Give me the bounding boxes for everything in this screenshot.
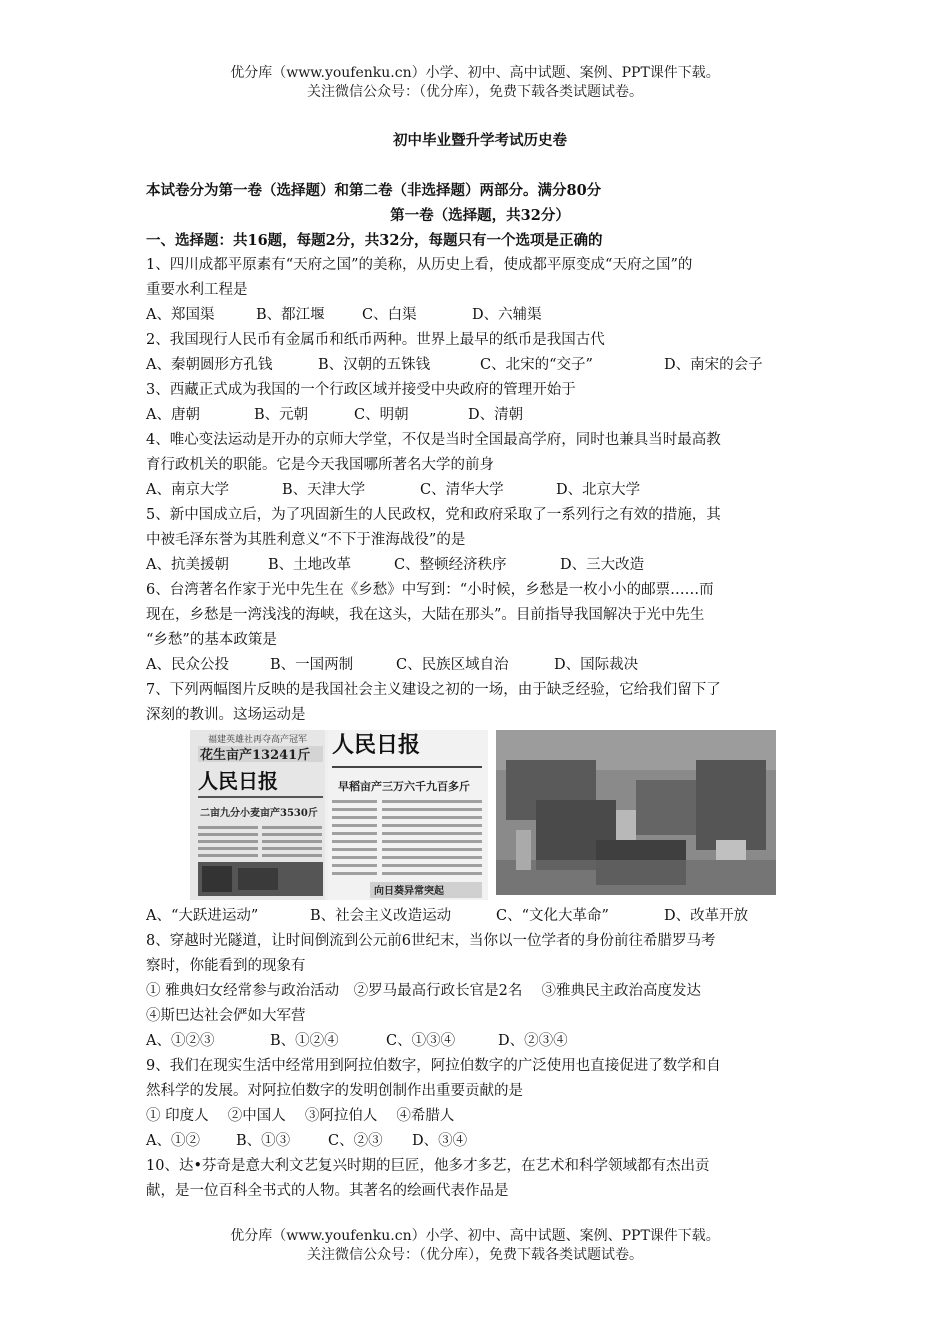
question-8 xyxy=(146,929,814,1054)
question-stem-line: 深刻的教训。这场运动是 xyxy=(146,707,306,723)
section1-title: 一、选择题：共16题，每题2分，共32分，每题只有一个选项是正确的 xyxy=(146,232,603,249)
option-a: A、民众公投 xyxy=(146,657,229,673)
option-c: C、“文化大革命” xyxy=(496,908,609,924)
question-10 xyxy=(146,1154,814,1204)
subhead-2: 早稻亩产三万六千九百多斤 xyxy=(338,780,470,793)
option-b: B、都江堰 xyxy=(256,307,325,323)
question-options xyxy=(146,403,814,428)
question-options xyxy=(146,553,814,578)
option-d: D、②③④ xyxy=(498,1033,568,1049)
page-header xyxy=(0,64,950,102)
question-stem-line: 8、穿越时光隧道，让时间倒流到公元前6世纪末，当你以一位学者的身份前往希腊罗马考 xyxy=(146,933,716,949)
question-stem-line: 1、四川成都平原素有“天府之国”的美称，从历史上看，使成都平原变成“天府之国”的 xyxy=(146,257,693,273)
question-stem-line: 9、我们在现实生活中经常用到阿拉伯数字，阿拉伯数字的广泛使用也直接促进了数学和自 xyxy=(146,1058,721,1074)
option-c: C、①③④ xyxy=(386,1033,456,1049)
option-d: D、清朝 xyxy=(468,407,524,423)
question-options xyxy=(146,478,814,503)
question-stem-line: 中被毛泽东誉为其胜利意义“不下于淮海战役”的是 xyxy=(146,532,466,548)
question-stem-line: 10、达•芬奇是意大利文艺复兴时期的巨匠，他多才多艺，在艺术和科学领域都有杰出贡 xyxy=(146,1158,710,1174)
masthead-right: 人民日报 xyxy=(332,732,421,758)
option-c: C、白渠 xyxy=(362,307,417,323)
question-stem-line: ① 雅典妇女经常参与政治活动 ②罗马最高行政长官是2名 ③雅典民主政治高度发达 xyxy=(146,983,701,999)
headline-2: 二亩九分小麦亩产3530斤 xyxy=(200,808,318,819)
question-options xyxy=(146,353,814,378)
option-c: C、②③ xyxy=(328,1133,383,1149)
question-stem-line: 5、新中国成立后，为了巩固新生的人民政权，党和政府采取了一系列行之有效的措施，其 xyxy=(146,507,721,523)
page-footer xyxy=(0,1227,950,1265)
option-c: C、整顿经济秩序 xyxy=(394,557,507,573)
question-7 xyxy=(146,678,814,929)
question-4 xyxy=(146,428,814,503)
question-6 xyxy=(146,578,814,678)
question-stem-line: 察时，你能看到的现象有 xyxy=(146,958,306,974)
footer-line-2: 关注微信公众号：（优分库），免费下载各类试题试卷。 xyxy=(307,1247,643,1263)
question-stem-line: 然科学的发展。对阿拉伯数字的发明创制作出重要贡献的是 xyxy=(146,1083,523,1099)
option-d: D、北京大学 xyxy=(556,482,641,498)
option-c: C、清华大学 xyxy=(420,482,504,498)
option-b: B、社会主义改造运动 xyxy=(310,908,452,924)
question-2 xyxy=(146,328,814,378)
option-a: A、“大跃进运动” xyxy=(146,908,259,924)
option-d: D、南宋的会子 xyxy=(664,357,763,373)
headline-1: 花生亩产13241斤 xyxy=(200,748,311,763)
question-stem-line: ① 印度人 ②中国人 ③阿拉伯人 ④希腊人 xyxy=(146,1108,455,1124)
option-b: B、一国两制 xyxy=(270,657,354,673)
question-5 xyxy=(146,503,814,578)
option-b: B、汉朝的五铢钱 xyxy=(318,357,431,373)
question-options xyxy=(146,303,814,328)
option-c: C、明朝 xyxy=(354,407,409,423)
option-d: D、六辅渠 xyxy=(472,307,542,323)
question-options xyxy=(146,1029,814,1054)
option-b: B、①③ xyxy=(236,1133,291,1149)
masthead-left: 人民日报 xyxy=(198,769,278,793)
question-9 xyxy=(146,1054,814,1154)
option-c: C、北宋的“交子” xyxy=(480,357,593,373)
exam-body xyxy=(146,128,814,1204)
question-stem-line: 4、唯心变法运动是开办的京师大学堂，不仅是当时全国最高学府，同时也兼具当时最高教 xyxy=(146,432,721,448)
subhead-1: 福建英雄社再夺高产冠军 xyxy=(208,735,308,745)
exam-intro: 本试卷分为第一卷（选择题）和第二卷（非选择题）两部分。满分80分 xyxy=(146,182,602,199)
question-stem-line: ④斯巴达社会俨如大军营 xyxy=(146,1008,306,1024)
question-stem-line: 育行政机关的职能。它是今天我国哪所著名大学的前身 xyxy=(146,457,494,473)
header-line-2: 关注微信公众号：（优分库），免费下载各类试题试卷。 xyxy=(307,84,643,100)
option-b: B、元朝 xyxy=(254,407,309,423)
option-b: B、土地改革 xyxy=(268,557,352,573)
option-a: A、抗美援朝 xyxy=(146,557,229,573)
option-a: A、郑国渠 xyxy=(146,307,215,323)
footer-line-1: 优分库（www.youfenku.cn）小学、初中、高中试题、案例、PPT课件下载。 xyxy=(230,1228,720,1244)
option-c: C、民族区域自治 xyxy=(396,657,509,673)
question-3 xyxy=(146,378,814,428)
option-d: D、改革开放 xyxy=(664,908,749,924)
exam-title: 初中毕业暨升学考试历史卷 xyxy=(393,132,567,149)
option-a: A、秦朝圆形方孔钱 xyxy=(146,357,273,373)
option-d: D、③④ xyxy=(412,1133,468,1149)
question-7-figures xyxy=(190,730,814,900)
option-a: A、南京大学 xyxy=(146,482,229,498)
question-stem-line: 3、西藏正式成为我国的一个行政区域并接受中央政府的管理开始于 xyxy=(146,382,576,398)
option-a: A、①②③ xyxy=(146,1033,215,1049)
question-stem-line: 献，是一位百科全书式的人物。其著名的绘画代表作品是 xyxy=(146,1183,509,1199)
header-line-1: 优分库（www.youfenku.cn）小学、初中、高中试题、案例、PPT课件下载。 xyxy=(230,65,720,81)
question-stem-line: 2、我国现行人民币有金属币和纸币两种。世界上最早的纸币是我国古代 xyxy=(146,332,605,348)
bottom-headline: 向日葵异常突起 xyxy=(374,886,444,897)
option-a: A、①② xyxy=(146,1133,200,1149)
question-options xyxy=(146,1129,814,1154)
newspaper-clipping-image xyxy=(190,730,488,900)
option-a: A、唐朝 xyxy=(146,407,200,423)
option-b: B、天津大学 xyxy=(282,482,366,498)
question-options xyxy=(146,904,814,929)
question-stem-line: “乡愁”的基本政策是 xyxy=(146,632,277,648)
question-stem-line: 现在，乡愁是一湾浅浅的海峡，我在这头，大陆在那头”。目前指导我国解决于光中先生 xyxy=(146,607,705,623)
option-d: D、三大改造 xyxy=(560,557,645,573)
question-stem-line: 7、下列两幅图片反映的是我国社会主义建设之初的一场，由于缺乏经验，它给我们留下了 xyxy=(146,682,721,698)
question-1 xyxy=(146,253,814,328)
question-stem-line: 6、台湾著名作家于光中先生在《乡愁》中写到：“小时候，乡愁是一枚小小的邮票……而 xyxy=(146,582,714,598)
option-d: D、国际裁决 xyxy=(554,657,639,673)
part1-title: 第一卷（选择题，共32分） xyxy=(390,207,570,224)
option-b: B、①②④ xyxy=(270,1033,339,1049)
question-stem-line: 重要水利工程是 xyxy=(146,282,248,298)
question-options xyxy=(146,653,814,678)
harvest-photo-image xyxy=(496,730,776,895)
